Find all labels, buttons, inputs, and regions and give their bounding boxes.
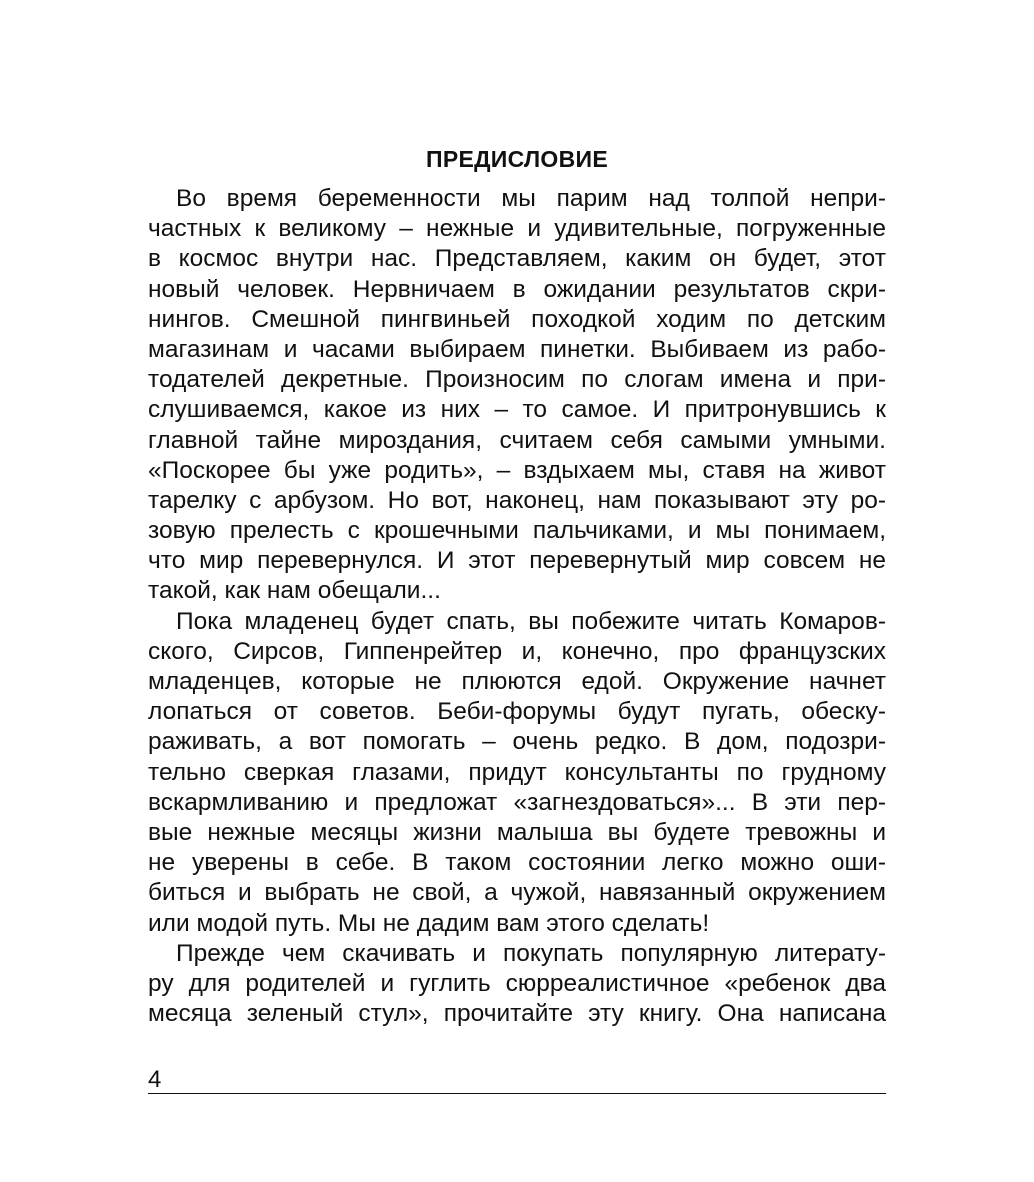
text-line: ру для родителей и гуглить сюрреалистичное «ребенок два [148,969,886,997]
text-line: такой, как нам обещали... [148,577,441,605]
text-line: вскармливанию и предложат «загнездоваться»... В эти пер- [148,788,886,816]
text-line: главной тайне мироздания, считаем себя самыми умными. [148,426,886,454]
text-line: зовую прелесть с крошечными пальчиками, и мы понимаем, [148,517,886,545]
page-title: ПРЕДИСЛОВИЕ [426,146,608,172]
text-line: биться и выбрать не свой, а чужой, навязанный окружением [148,879,886,907]
paragraph-2 [148,607,886,939]
text-line: тельно сверкая глазами, придут консультанты по грудному [148,758,886,786]
text-line: слушиваемся, какое из них – то самое. И притронувшись к [148,396,886,424]
paragraph-1 [148,184,886,607]
text-line: или модой путь. Мы не дадим вам этого сделать! [148,909,710,937]
text-line: младенцев, которые не плюются едой. Окружение начнет [148,668,886,695]
text-line: Пока младенец будет спать, вы побежите читать Комаров- [176,607,886,635]
paragraph-3 [148,939,886,1030]
text-line: ского, Сирсов, Гиппенрейтер и, конечно, про французских [148,637,886,665]
text-line: «Поскорее бы уже родить», – вздыхаем мы, ставя на живот [148,456,886,484]
body-text [148,184,886,1029]
footer-rule [148,1093,886,1094]
text-line: магазинам и часами выбираем пинетки. Выбиваем из рабо- [148,335,886,363]
text-line: что мир перевернулся. И этот перевернутый мир совсем не [148,547,886,575]
text-line: нингов. Смешной пингвиньей походкой ходим по детским [148,305,886,333]
text-line: в космос внутри нас. Представляем, каким он будет, этот [148,245,886,273]
text-line: не уверены в себе. В таком состоянии легко можно оши- [148,849,886,877]
text-line: новый человек. Нервничаем в ожидании результатов скри- [148,275,886,303]
text-line: раживать, а вот помогать – очень редко. В дом, подозри- [148,728,886,756]
text-line: тодателей декретные. Произносим по слогам имена и при- [148,366,886,394]
text-line: Во время беременности мы парим над толпой непри- [176,185,886,212]
page-number: 4 [148,1066,162,1093]
text-line: месяца зеленый стул», прочитайте эту книгу. Она написана [148,1000,886,1028]
text-line: лопаться от советов. Беби-форумы будут пугать, обеску- [148,698,886,726]
text-line: вые нежные месяцы жизни малыша вы будете тревожны и [148,818,886,846]
text-line: тарелку с арбузом. Но вот, наконец, нам показывают эту ро- [148,486,886,514]
text-line: частных к великому – нежные и удивительные, погруженные [148,215,886,243]
text-line: Прежде чем скачивать и покупать популярную литерату- [176,939,886,967]
